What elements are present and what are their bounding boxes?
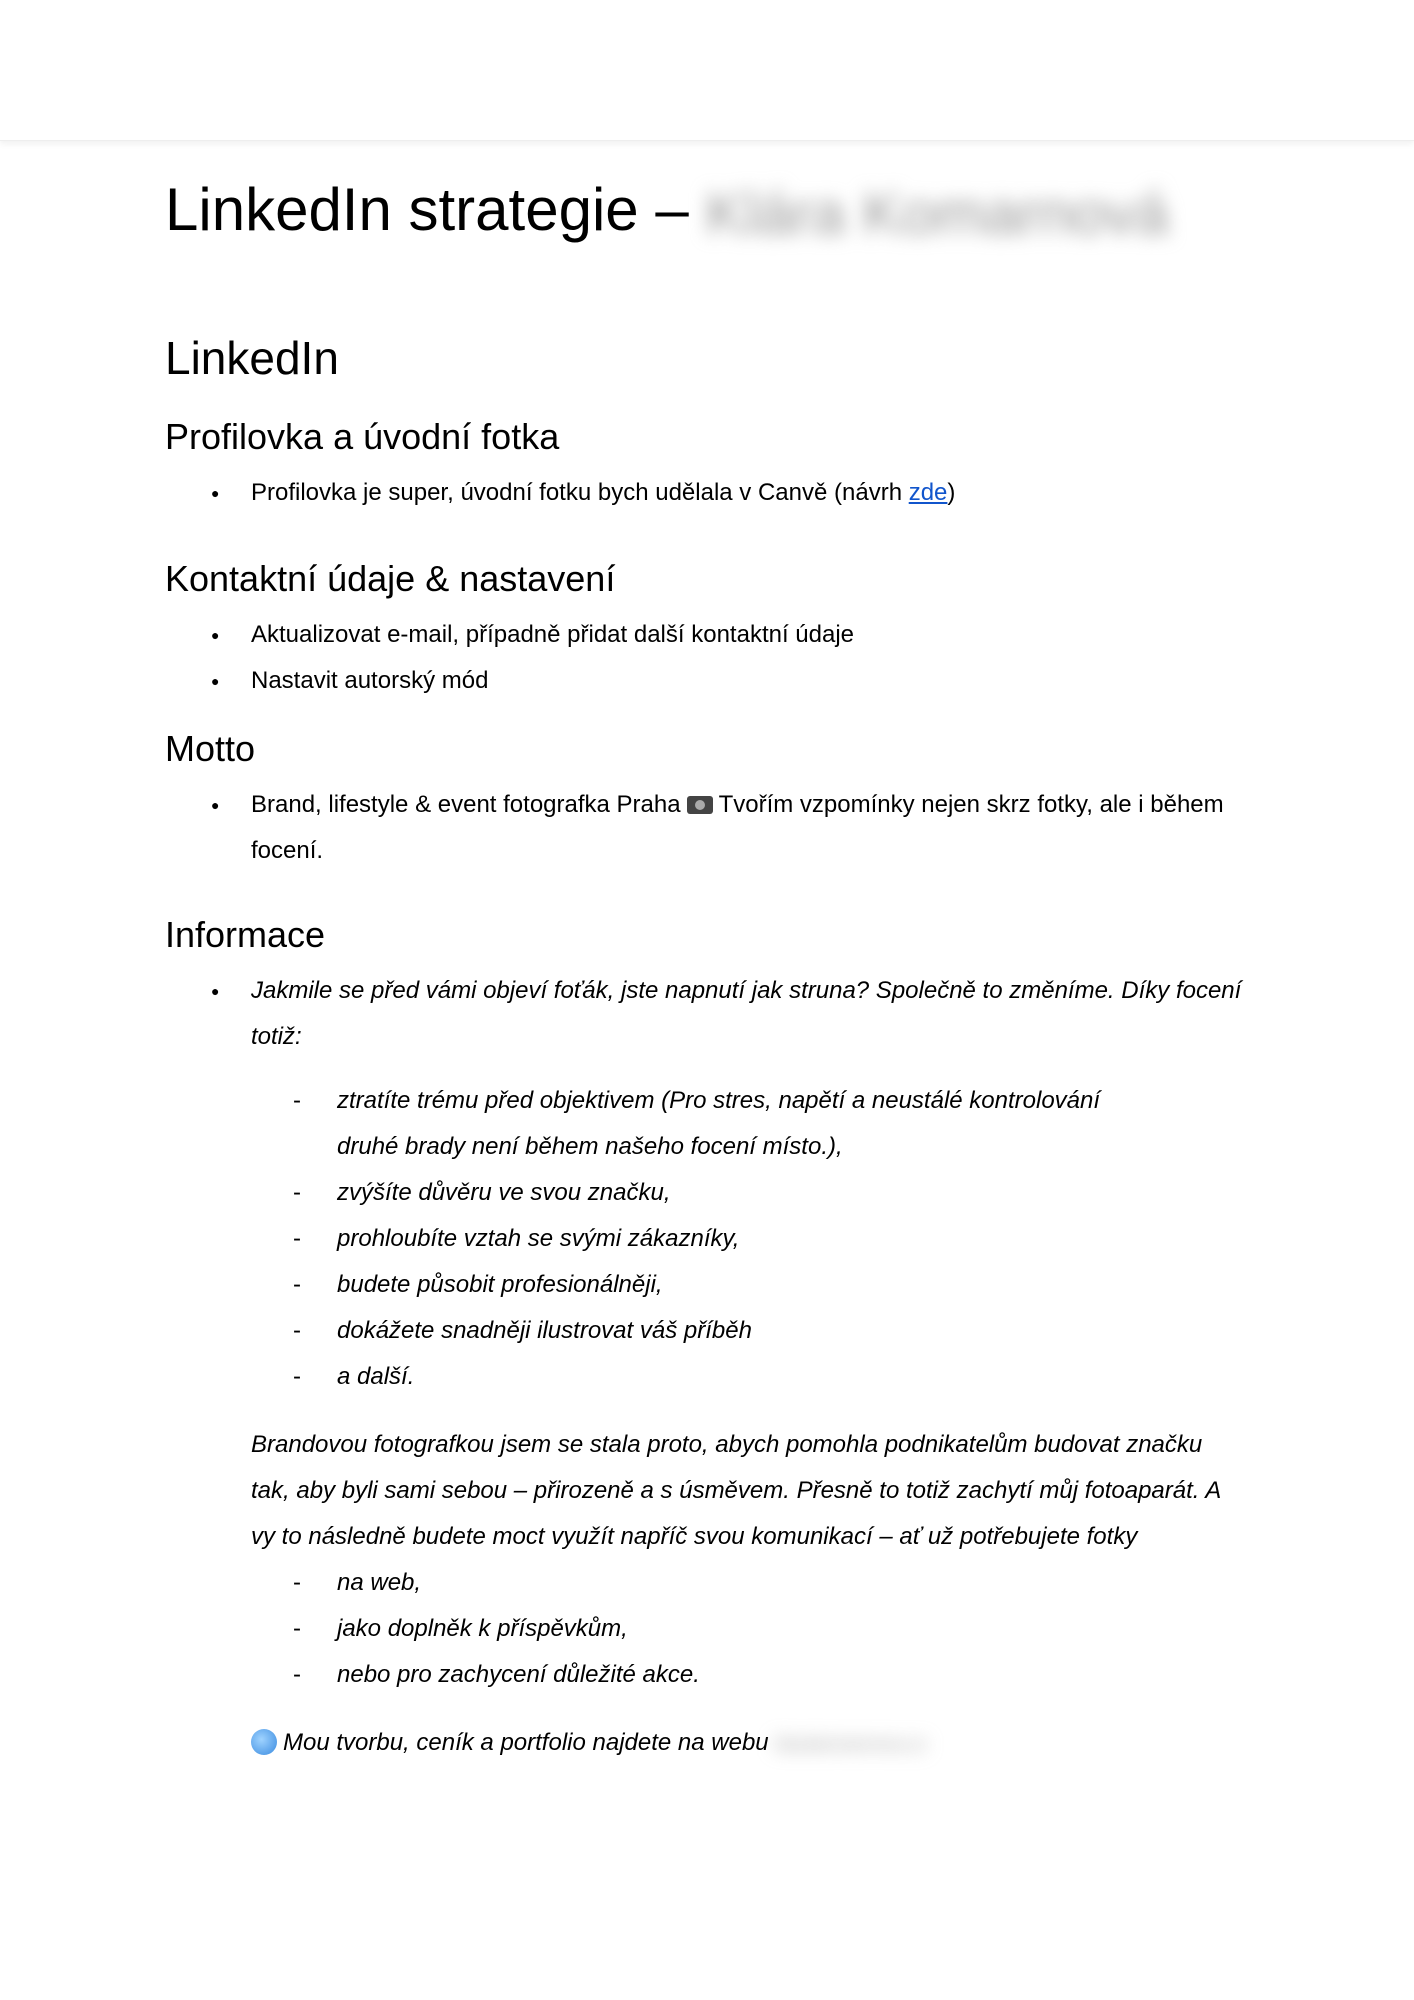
document-page xyxy=(165,170,1255,1767)
benefits-list xyxy=(165,1078,1255,1400)
info-list xyxy=(165,968,1255,1060)
list-item: - ztratíte trému před objektivem (Pro stres, napětí a neustálé kontrolování druhé brady není během našeho focení místo.), xyxy=(165,1078,1255,1170)
title-text: LinkedIn strategie – xyxy=(165,176,689,243)
info-intro: ● Jakmile se před vámi objeví foťák, jste napnutí jak struna? Společně to změníme. Díky focení totiž: xyxy=(165,968,1255,1060)
list-item: ● Aktualizovat e-mail, případně přidat další kontaktní údaje xyxy=(165,612,1255,658)
motto-list xyxy=(165,782,1255,874)
motto-text-after: Tvořím vzpomínky nejen skrz fotky, ale i během focení. xyxy=(251,791,1224,865)
list-item: - budete působit profesionálněji, xyxy=(165,1262,1255,1308)
document-title xyxy=(165,170,1255,254)
globe-icon xyxy=(251,1729,277,1755)
list-item: - nebo pro zachycení důležité akce. xyxy=(165,1652,1255,1698)
list-item: - na web, xyxy=(165,1560,1255,1606)
heading-motto: Motto xyxy=(165,728,256,770)
heading-linkedin: LinkedIn xyxy=(165,332,339,385)
list-item: - a další. xyxy=(165,1354,1255,1400)
page-top-band xyxy=(0,0,1414,141)
list-item: - jako doplněk k příspěvkům, xyxy=(165,1606,1255,1652)
list-item: ● Nastavit autorský mód xyxy=(165,658,1255,704)
heading-profile: Profilovka a úvodní fotka xyxy=(165,416,560,458)
list-item: - zvýšíte důvěru ve svou značku, xyxy=(165,1170,1255,1216)
web-text: Mou tvorbu, ceník a portfolio najdete na webu xyxy=(283,1729,769,1757)
motto-text-before: Brand, lifestyle & event fotografka Praha xyxy=(251,791,681,819)
list-item: - dokážete snadněji ilustrovat váš příběh xyxy=(165,1308,1255,1354)
profile-list xyxy=(165,470,1255,516)
design-link[interactable]: zde xyxy=(908,479,948,507)
uses-list xyxy=(165,1560,1255,1698)
blurred-name: Klára Komarnová xyxy=(705,180,1169,248)
list-item: - prohloubíte vztah se svými zákazníky, xyxy=(165,1216,1255,1262)
list-item xyxy=(165,470,1255,516)
contact-list xyxy=(165,612,1255,704)
blurred-website: klarakomarnova.cz xyxy=(775,1733,927,1754)
heading-info: Informace xyxy=(165,914,326,956)
brand-paragraph: Brandovou fotografkou jsem se stala proto, abych pomohla podnikatelům budovat značku tak, aby byli sami sebou – přirozeně a s úsměvem. Přesně to totiž zachytí můj fotoaparát. A vy to následně budete moct využít napříč svou komunikací – ať už potřebujete fotky xyxy=(251,1431,1221,1551)
profile-item-end: ) xyxy=(947,479,956,507)
profile-item-text: Profilovka je super, úvodní fotku bych udělala v Canvě (návrh xyxy=(251,479,909,507)
web-line xyxy=(165,1720,1255,1767)
camera-icon xyxy=(687,796,713,814)
list-item xyxy=(165,782,1255,874)
heading-contact: Kontaktní údaje & nastavení xyxy=(165,558,616,600)
